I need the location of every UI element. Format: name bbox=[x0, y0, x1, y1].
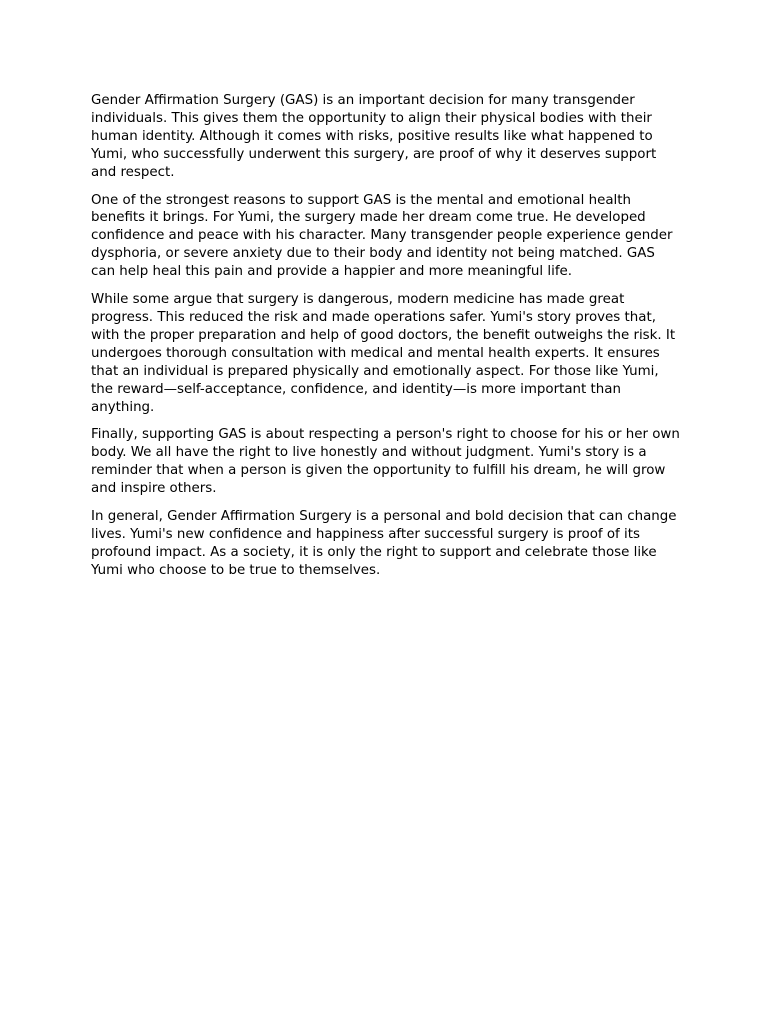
paragraph-safety: While some argue that surgery is dangerous, modern medicine has made great progress. This reduced the risk and made operations safer. Yumi's story proves that, with the proper preparation and help of good doctors, the benefit outweighs the risk. It undergoes thorough consultation with medical and mental health experts. It ensures that an individual is prepared physically and emotionally aspect. For those like Yumi, the reward—self-acceptance, confidence, and identity—is more important than anything. bbox=[91, 292, 676, 415]
document-body bbox=[91, 92, 681, 590]
paragraph-conclusion: In general, Gender Affirmation Surgery is a personal and bold decision that can change lives. Yumi's new confidence and happiness after successful surgery is proof of its profound impact. As a society, it is only the right to support and celebrate those like Yumi who choose to be true to themselves. bbox=[91, 509, 677, 578]
paragraph-mental-health: One of the strongest reasons to support GAS is the mental and emotional health benefits it brings. For Yumi, the surgery made her dream come true. He developed confidence and peace with his character. Many transgender people experience gender dysphoria, or severe anxiety due to their body and identity not being matched. GAS can help heal this pain and provide a happier and more meaningful life. bbox=[91, 192, 673, 280]
paragraph-rights: Finally, supporting GAS is about respecting a person's right to choose for his or her own body. We all have the right to live honestly and without judgment. Yumi's story is a reminder that when a person is given the opportunity to fulfill his dream, he will grow and inspire others. bbox=[91, 427, 680, 497]
paragraph-intro: Gender Affirmation Surgery (GAS) is an important decision for many transgender individuals. This gives them the opportunity to align their physical bodies with their human identity. Although it comes with risks, positive results like what happened to Yumi, who successfully underwent this surgery, are proof of why it deserves support and respect. bbox=[91, 93, 657, 180]
